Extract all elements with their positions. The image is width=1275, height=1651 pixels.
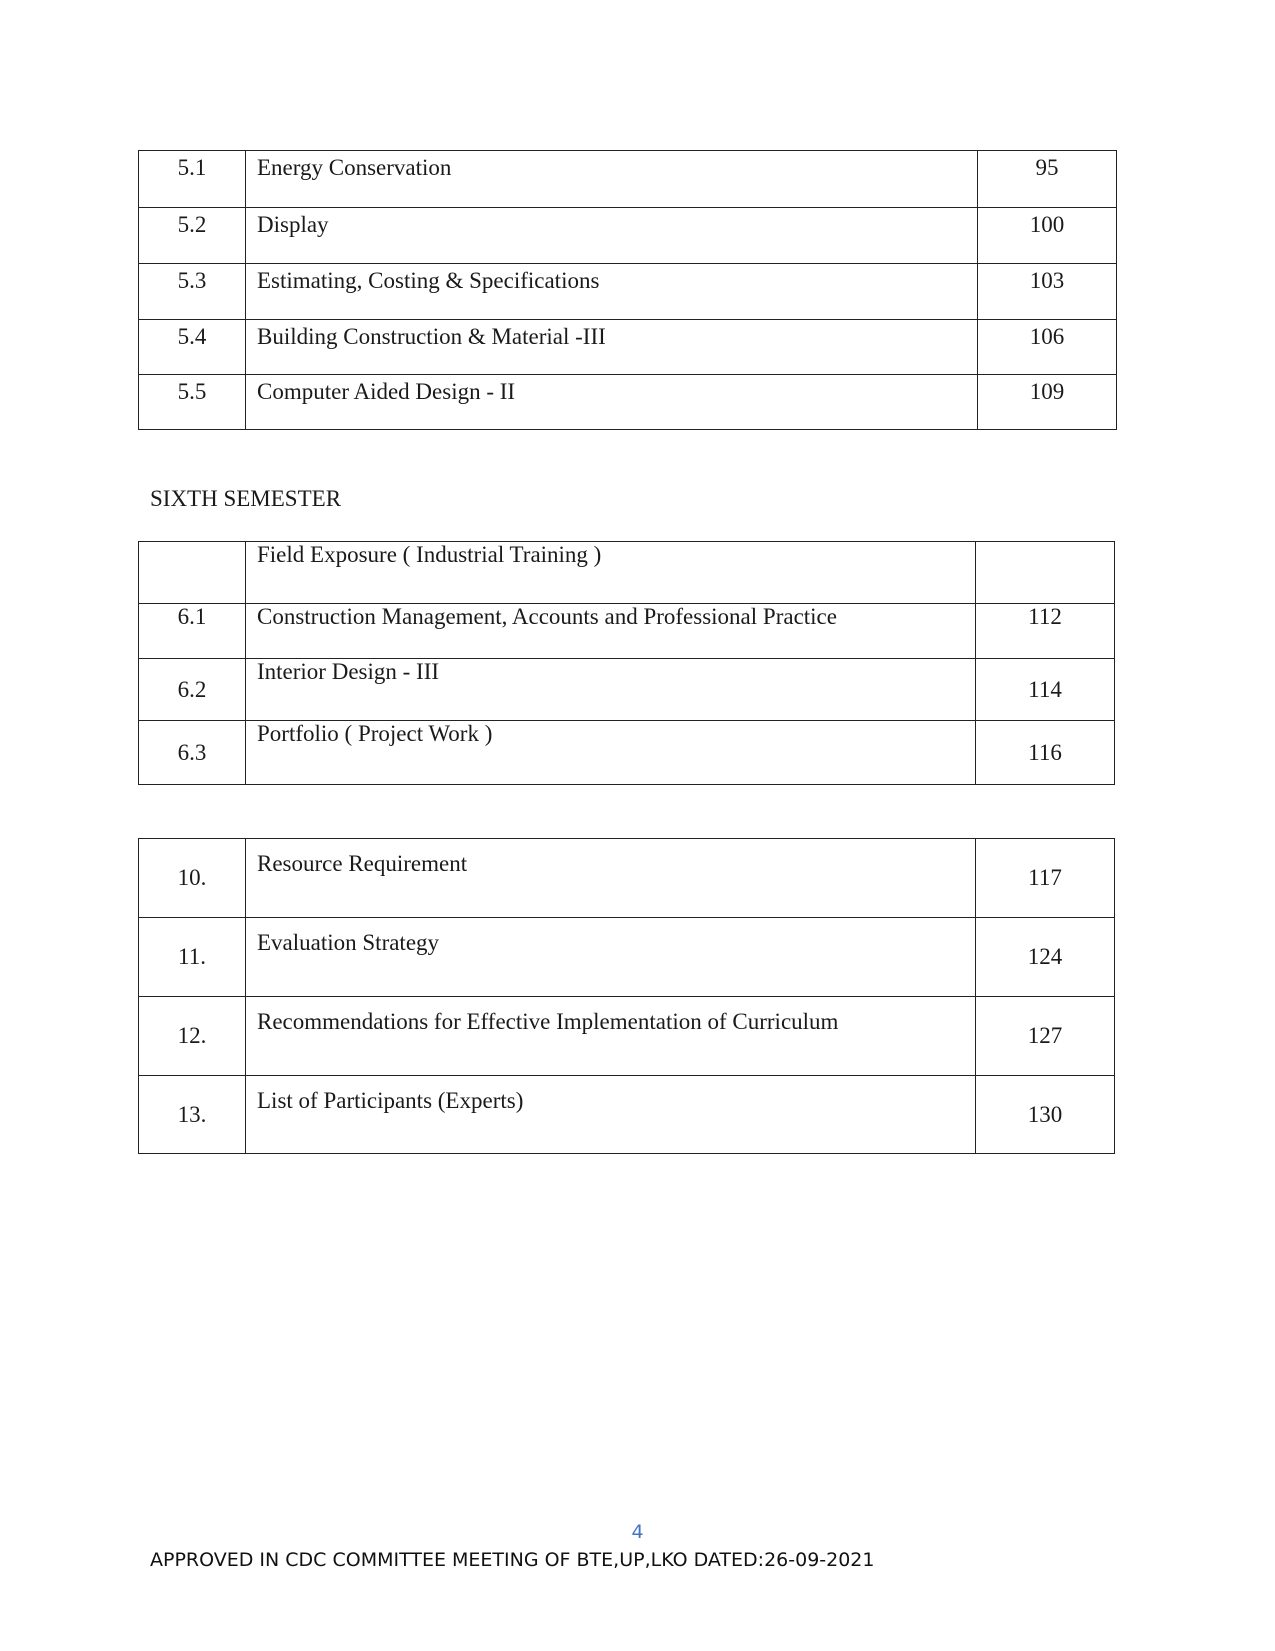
entry-title: List of Participants (Experts) (246, 1076, 976, 1154)
entry-title: Construction Management, Accounts and Professional Practice (246, 604, 976, 659)
table-row (139, 839, 1115, 918)
entry-number: 6.1 (139, 604, 246, 659)
entry-title: Evaluation Strategy (246, 918, 976, 997)
approval-footer: APPROVED IN CDC COMMITTEE MEETING OF BTE,UP,LKO DATED:26-09-2021 (150, 1549, 875, 1571)
table-row (139, 604, 1115, 659)
entry-title: Recommendations for Effective Implementation of Curriculum (246, 997, 976, 1076)
table-row (139, 721, 1115, 785)
entry-title: Interior Design - III (246, 659, 976, 721)
entry-number: 5.3 (139, 264, 246, 320)
table-row (139, 375, 1117, 430)
entry-number: 6.2 (139, 659, 246, 721)
table-row (139, 1076, 1115, 1154)
entry-title: Field Exposure ( Industrial Training ) (246, 542, 976, 604)
fifth-semester-contents-table (138, 150, 1117, 430)
entry-number: 11. (139, 918, 246, 997)
table-row (139, 659, 1115, 721)
entry-page: 127 (976, 997, 1115, 1076)
entry-page: 112 (976, 604, 1115, 659)
table-row (139, 151, 1117, 208)
entry-number: 13. (139, 1076, 246, 1154)
entry-number: 5.4 (139, 320, 246, 375)
entry-page: 95 (978, 151, 1117, 208)
entry-title: Display (246, 208, 978, 264)
entry-page: 124 (976, 918, 1115, 997)
entry-page: 103 (978, 264, 1117, 320)
entry-number: 10. (139, 839, 246, 918)
entry-number (139, 542, 246, 604)
entry-title: Portfolio ( Project Work ) (246, 721, 976, 785)
entry-page: 116 (976, 721, 1115, 785)
entry-title: Computer Aided Design - II (246, 375, 978, 430)
entry-number: 12. (139, 997, 246, 1076)
table-row (139, 997, 1115, 1076)
entry-page (976, 542, 1115, 604)
entry-page: 130 (976, 1076, 1115, 1154)
entry-page: 109 (978, 375, 1117, 430)
entry-page: 117 (976, 839, 1115, 918)
table-row (139, 208, 1117, 264)
sixth-semester-heading: SIXTH SEMESTER (150, 486, 342, 511)
entry-number: 5.1 (139, 151, 246, 208)
entry-title: Estimating, Costing & Specifications (246, 264, 978, 320)
table-row (139, 264, 1117, 320)
entry-title: Building Construction & Material -III (246, 320, 978, 375)
entry-page: 106 (978, 320, 1117, 375)
table-row (139, 542, 1115, 604)
table-row (139, 918, 1115, 997)
entry-title: Resource Requirement (246, 839, 976, 918)
entry-title: Energy Conservation (246, 151, 978, 208)
entry-number: 6.3 (139, 721, 246, 785)
page-number: 4 (631, 1521, 644, 1543)
entry-number: 5.2 (139, 208, 246, 264)
table-row (139, 320, 1117, 375)
entry-page: 100 (978, 208, 1117, 264)
appendix-contents-table (138, 838, 1115, 1154)
entry-page: 114 (976, 659, 1115, 721)
sixth-semester-contents-table (138, 541, 1115, 785)
entry-number: 5.5 (139, 375, 246, 430)
